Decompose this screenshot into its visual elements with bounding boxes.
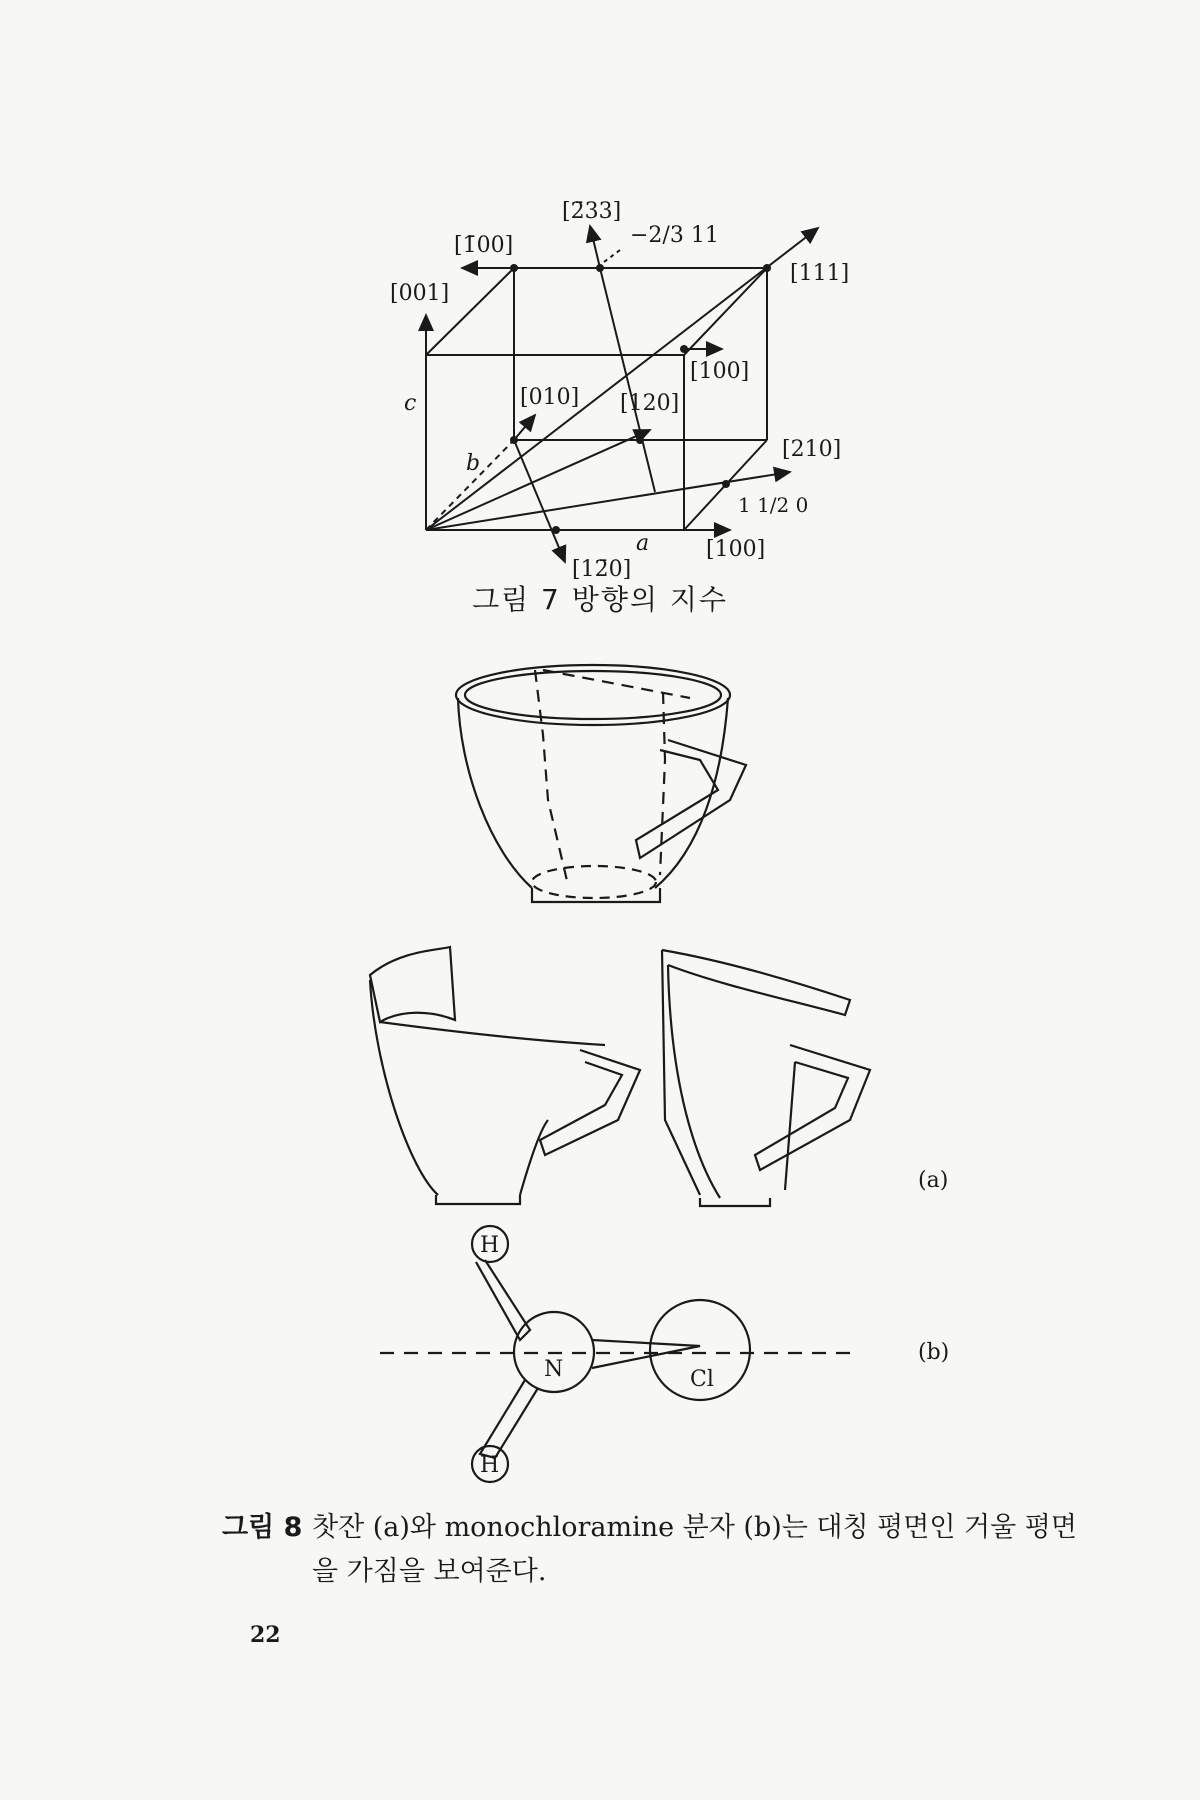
label-233: [2̄33] — [562, 199, 622, 224]
label-1-20: [12̄0] — [572, 557, 632, 582]
atom-cl: Cl — [690, 1367, 714, 1392]
label-001: [001] — [390, 281, 450, 306]
figure-8b-molecule — [0, 1200, 1200, 1500]
label-half: 1 1/2 0 — [738, 493, 809, 517]
axis-a-label: a — [636, 531, 650, 556]
figure-7-caption: 그림 7 방향의 지수 — [472, 583, 728, 616]
axis-b-label: b — [466, 451, 481, 476]
label-100-neg: [1̄00] — [454, 233, 514, 258]
label-100-top: [100] — [690, 359, 750, 384]
figure-8b-label: (b) — [918, 1340, 950, 1365]
label-111: [111] — [790, 261, 850, 286]
label-010: [010] — [520, 385, 580, 410]
atom-n: N — [544, 1357, 564, 1382]
atom-h-top: H — [480, 1233, 500, 1258]
page-number: 22 — [250, 1622, 281, 1648]
figure-8-caption-line1: 찻잔 (a)와 monochloramine 분자 (b)는 대칭 평면인 거울 평면 — [312, 1512, 1077, 1543]
figure-8-caption-label: 그림 8 — [222, 1512, 303, 1543]
figure-8-caption — [222, 1506, 1082, 1594]
figure-8-caption-line2: 을 가짐을 보여준다. — [312, 1556, 547, 1587]
label-210: [210] — [782, 437, 842, 462]
label-fraction: −2/3 11 — [630, 223, 719, 248]
axis-c-label: c — [404, 391, 417, 416]
label-120: [120] — [620, 391, 680, 416]
atom-h-bottom: H — [480, 1453, 500, 1478]
figure-7-diagram — [0, 0, 1200, 600]
figure-8a-teacups — [0, 650, 1200, 1250]
label-100-bottom: [100] — [706, 537, 766, 562]
figure-8a-label: (a) — [918, 1168, 949, 1193]
